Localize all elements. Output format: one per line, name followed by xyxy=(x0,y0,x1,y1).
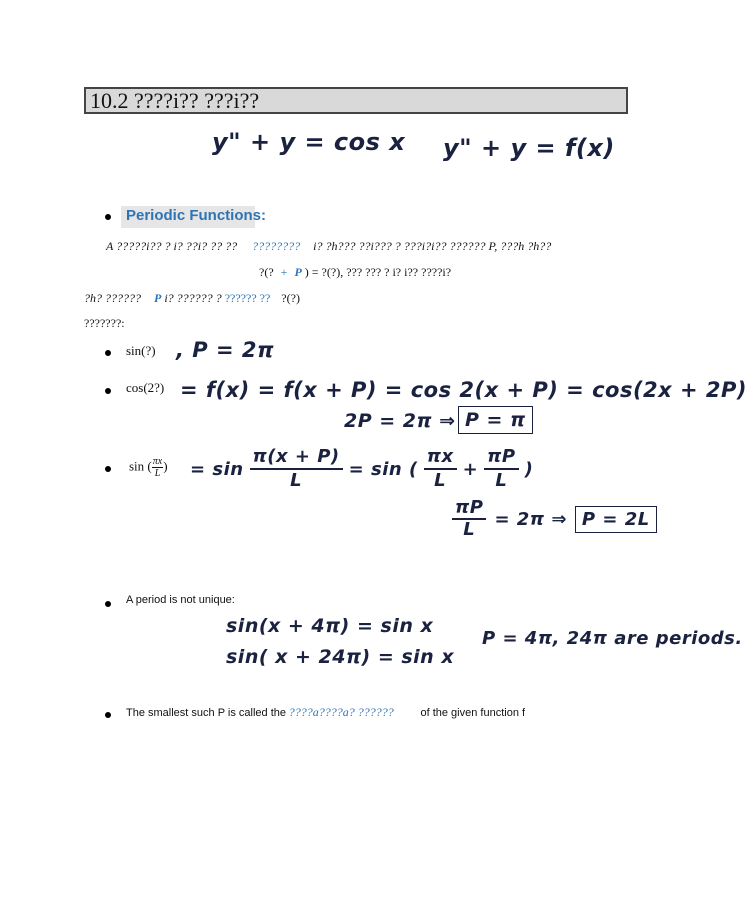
example-cos-label: cos(2?) xyxy=(126,380,165,395)
def-p: P xyxy=(294,265,302,279)
bullet xyxy=(105,214,111,220)
hand-text: + xyxy=(462,458,479,480)
handwritten-cos-result-box: P = π xyxy=(458,406,533,434)
hand-fraction-numerator: πP xyxy=(484,446,518,470)
hand-fraction-denominator: L xyxy=(290,470,303,491)
handwritten-cos-line-1: = f(x) = f(x + P) = cos 2(x + P) = cos(2x + 2P) xyxy=(180,378,747,402)
sinpi-suffix: ) xyxy=(163,458,168,474)
example-sin-label: sin(?) xyxy=(126,343,156,358)
smallest-period-line xyxy=(126,705,525,720)
handwritten-sinpi-result-box: P = 2L xyxy=(575,506,657,533)
hand-fraction xyxy=(484,446,518,492)
def-text: ) = ?(?), ??? ??? ? i? i?? ????i? xyxy=(304,265,452,279)
hand-text: = 2π ⇒ xyxy=(494,508,567,530)
hand-fraction xyxy=(424,446,457,492)
fundamental-period-term: ????a????a? ?????? xyxy=(288,705,394,719)
handwritten-eq-right: y" + y = f(x) xyxy=(443,134,615,162)
handwritten-sinpi-line-1 xyxy=(190,446,533,492)
smallest-text: of the given function f xyxy=(420,707,526,719)
handwritten-nonunique-note: P = 4π, 24π are periods. xyxy=(482,628,743,649)
section-heading: Periodic Functions: xyxy=(126,207,267,224)
definition-line-2 xyxy=(259,265,451,280)
hand-fraction-numerator: πP xyxy=(452,498,486,520)
handwritten-sinpi-line-2 xyxy=(452,498,657,540)
hand-fraction xyxy=(452,498,486,540)
hand-fraction-numerator: πx xyxy=(424,446,457,470)
def-text: i? ?????? ? xyxy=(164,291,222,305)
hand-fraction-denominator: L xyxy=(434,470,447,491)
bullet xyxy=(105,350,111,356)
def-text: ?h? ?????? xyxy=(84,291,141,305)
smallest-text: The smallest such P is called the xyxy=(126,707,286,719)
bullet xyxy=(105,712,111,718)
hand-fraction-numerator: π(x + P) xyxy=(250,446,343,470)
bullet xyxy=(105,601,111,607)
def-p: P xyxy=(154,291,162,305)
sinpi-prefix: sin ( xyxy=(129,458,152,474)
definition-line-1 xyxy=(106,239,551,254)
hand-fraction-denominator: L xyxy=(495,470,508,491)
hand-fraction xyxy=(250,446,343,492)
page-title: 10.2 ????i?? ???i?? xyxy=(90,88,260,113)
hand-text: ) xyxy=(524,458,534,480)
def-text: i? ?h??? ??i??? ? ???i?i?? ?????? P, ???h ?h?? xyxy=(313,239,552,253)
handwritten-sin-period: , P = 2π xyxy=(176,338,275,362)
hand-fraction-denominator: L xyxy=(463,519,476,540)
bullet xyxy=(105,388,111,394)
handwritten-eq-left: y" + y = cos x xyxy=(212,128,406,156)
fraction xyxy=(152,456,163,479)
handwritten-nonunique-line-2: sin( x + 24π) = sin x xyxy=(226,646,455,668)
bullet xyxy=(105,466,111,472)
fraction-numerator: πx xyxy=(152,456,163,467)
nonunique-text: A period is not unique: xyxy=(126,594,235,606)
example-sinpi-label xyxy=(129,456,168,479)
examples-label: ???????: xyxy=(84,316,125,330)
fraction-denominator: L xyxy=(154,468,161,479)
def-text: ?(? xyxy=(259,265,274,279)
handwritten-nonunique-line-1: sin(x + 4π) = sin x xyxy=(226,615,434,637)
definition-line-3 xyxy=(84,291,300,306)
def-text: A ?????i?? ? i? ??i? ?? ?? xyxy=(106,239,238,253)
hand-text: = sin xyxy=(190,458,244,480)
def-text: ?(?) xyxy=(281,291,300,305)
handwritten-cos-line-2: 2P = 2π ⇒ xyxy=(344,410,456,432)
hand-text: = sin ( xyxy=(348,458,418,480)
def-plus: + xyxy=(280,265,288,279)
def-term-link: ?????? ?? xyxy=(224,291,271,305)
def-term-link: ???????? xyxy=(252,239,301,253)
